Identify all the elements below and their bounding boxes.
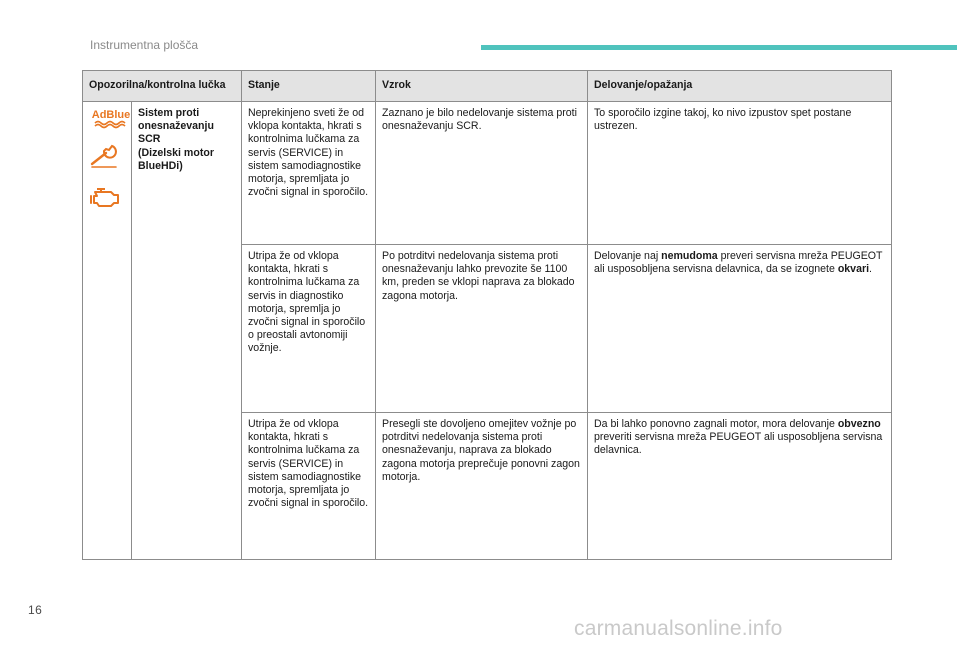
action-text: preveri servisna mreža PEUGEOT ali usposobljena servisna delavnica, da se izognete — [594, 250, 883, 276]
action-emphasis: nemudoma — [661, 250, 718, 262]
state-cell: Utripa že od vklopa kontakta, hkrati s kontrolnima lučkama za servis in diagnostiko motorja, spremlja jo zvočni signal in sporočilo o preostali avtonomiji vožnje. — [242, 245, 376, 413]
state-cell: Utripa že od vklopa kontakta, hkrati s kontrolnima lučkama za servis (SERVICE) in sistem samodiagnostike motorja, spremljata jo zvočni signal in sporočilo. — [242, 413, 376, 560]
header-cause: Vzrok — [376, 71, 588, 102]
warning-lamps-table — [82, 70, 892, 560]
action-cell — [588, 245, 892, 413]
header-lamp: Opozorilna/kontrolna lučka — [83, 71, 242, 102]
action-cell — [588, 413, 892, 560]
action-text: Da bi lahko ponovno zagnali motor, mora delovanje — [594, 418, 838, 430]
action-text: Delovanje naj — [594, 250, 662, 262]
table-row — [83, 102, 892, 245]
system-name-cell — [132, 102, 242, 560]
cause-cell: Po potrditvi nedelovanja sistema proti onesnaževanju lahko prevozite še 1100 km, preden se vklopi naprava za blokado zagona motorja. — [376, 245, 588, 413]
action-text: . — [869, 263, 872, 276]
action-text: To sporočilo izgine takoj, ko nivo izpustov spet postane ustrezen. — [594, 107, 852, 133]
cause-cell: Zaznano je bilo nedelovanje sistema proti onesnaževanju SCR. — [376, 102, 588, 245]
header-accent-bar — [481, 45, 957, 50]
system-name: Sistem proti onesnaževanju SCR (Dizelski motor BlueHDi) — [138, 107, 214, 172]
state-cell: Neprekinjeno sveti že od vklopa kontakta, hkrati s kontrolnima lučkama za servis (SERVICE) in sistem samodiagnostike motorja, spremljata jo zvočni signal in sporočilo. — [242, 102, 376, 245]
action-text: preveriti servisna mreža PEUGEOT ali usposobljena servisna delavnica. — [594, 431, 883, 457]
cause-cell: Presegli ste dovoljeno omejitev vožnje po potrditvi nedelovanja sistema proti onesnaževanju, naprava za blokado zagona motorja preprečuje ponovni zagon motorja. — [376, 413, 588, 560]
watermark: carmanualsonline.info — [574, 617, 783, 640]
adblue-icon — [89, 107, 131, 133]
table-header-row — [83, 71, 892, 102]
lamp-icons-cell — [83, 102, 132, 560]
action-emphasis: okvari — [837, 263, 870, 276]
action-cell — [588, 102, 892, 245]
header-action: Delovanje/opažanja — [588, 71, 892, 102]
header-state: Stanje — [242, 71, 376, 102]
section-title: Instrumentna plošča — [90, 38, 199, 52]
engine-check-icon — [89, 183, 125, 213]
page-number: 16 — [28, 603, 43, 617]
wrench-service-icon — [89, 143, 125, 173]
action-emphasis: obvezno — [837, 418, 881, 430]
adblue-icon-text: AdBlue — [91, 109, 131, 121]
